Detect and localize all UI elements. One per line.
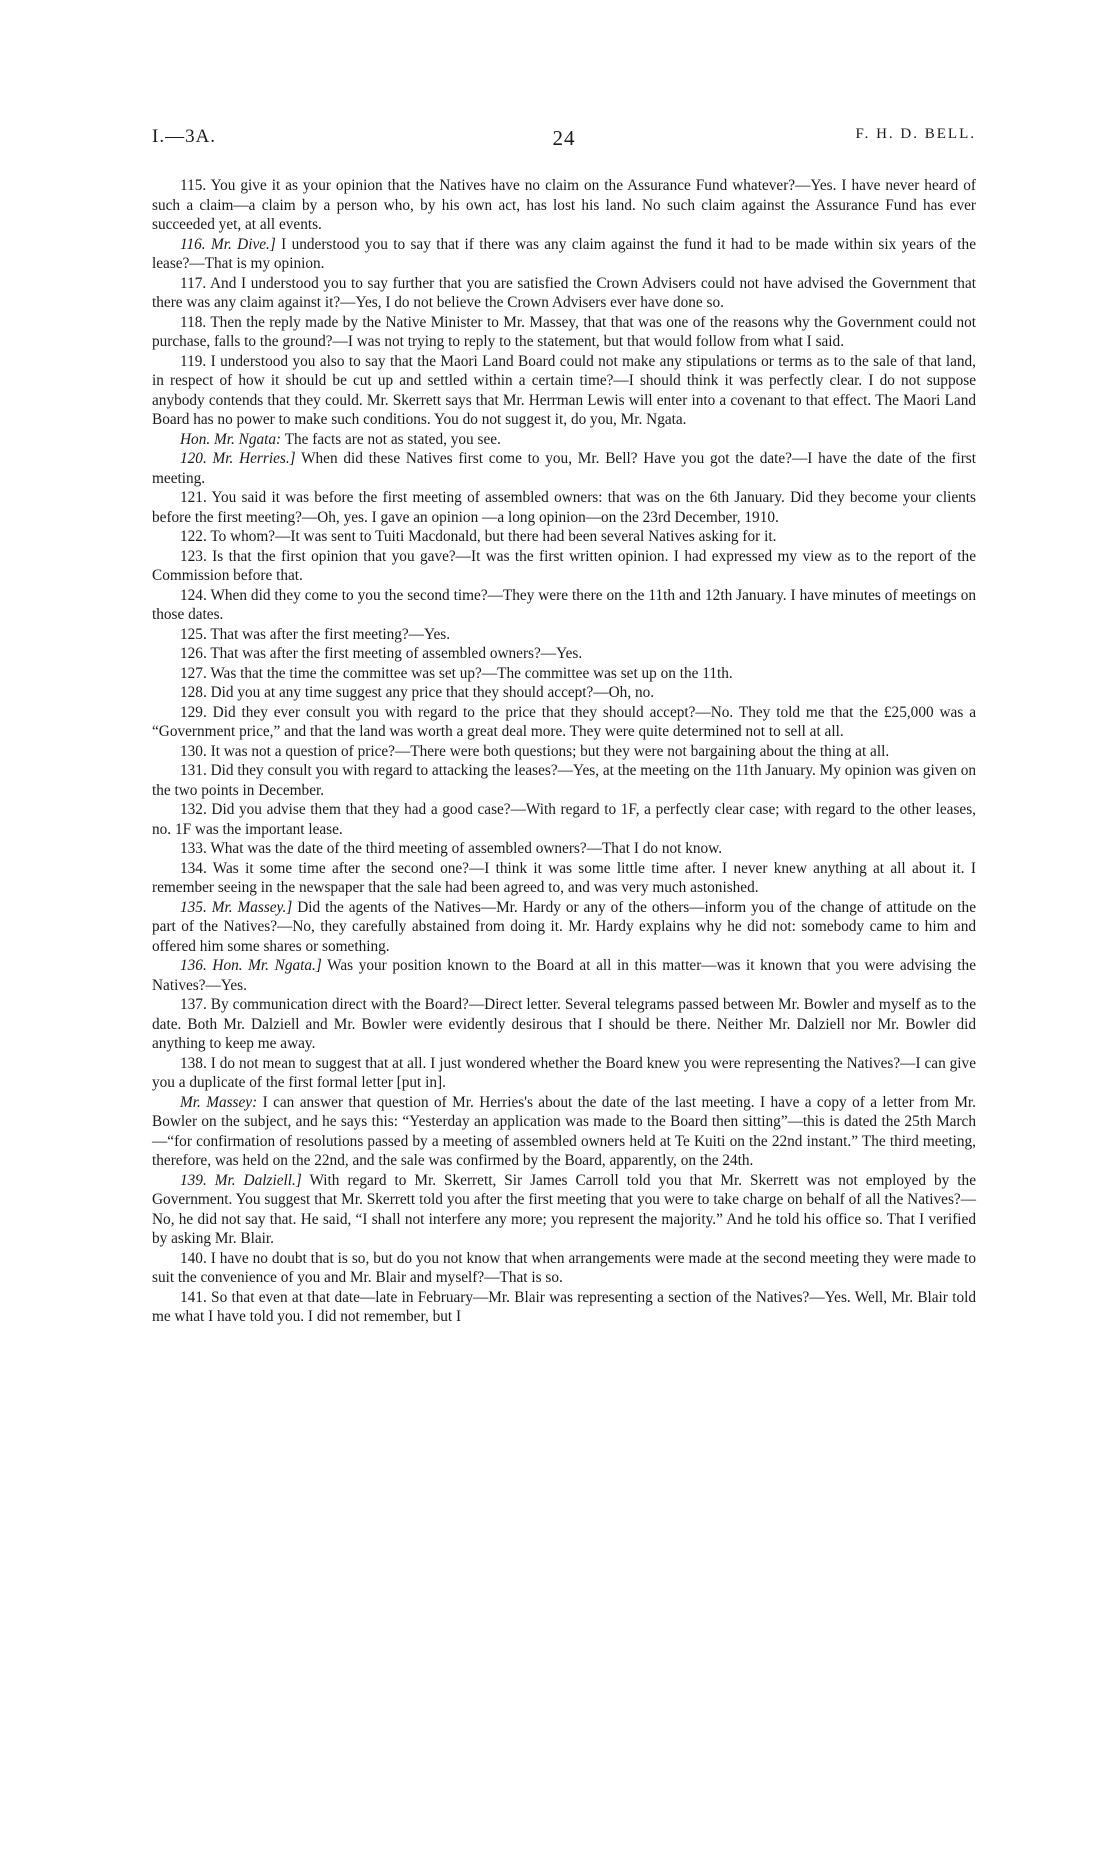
paragraph-text: 118. Then the reply made by the Native Minister to Mr. Massey, that that was one of the reasons why the Government could not purchase, falls to the ground?—I was not trying to reply to the statement, but that would follow from what I said. (152, 313, 976, 350)
testimony-paragraph (152, 742, 976, 762)
paragraph-text: 126. That was after the first meeting of assembled owners?—Yes. (180, 645, 583, 662)
paragraph-text: 133. What was the date of the third meeting of assembled owners?—That I do not know. (180, 840, 723, 857)
paragraph-text: 134. Was it some time after the second one?—I think it was some little time after. I never knew anything at all about it. I remember seeing in the newspaper that the sale had been agreed to, and was very much astonished. (152, 859, 976, 896)
speaker-label: 120. Mr. Herries.] (180, 450, 296, 467)
paragraph-text: Was your position known to the Board at all in this matter—was it known that you were advising the Natives?—Yes. (152, 957, 976, 994)
testimony-paragraph (152, 800, 976, 839)
testimony-paragraph (152, 761, 976, 800)
testimony-paragraph (152, 703, 976, 742)
page-header (152, 126, 976, 156)
testimony-body (152, 176, 976, 1327)
testimony-paragraph (152, 235, 976, 274)
speaker-label: 116. Mr. Dive.] (180, 235, 276, 253)
speaker-label: 135. Mr. Massey.] (180, 898, 293, 916)
testimony-paragraph (152, 547, 976, 586)
paragraph-text: Did the agents of the Natives—Mr. Hardy or any of the others—inform you of the change of attitude on the part of the Natives?—No, they carefully abstained from doing it. Mr. Hardy explains why he did not: somebody came to him and offered him some shares or something. (152, 898, 976, 955)
paragraph-text: 130. It was not a question of price?—There were both questions; but they were not bargaining about the thing at all. (180, 742, 890, 760)
paragraph-text: 122. To whom?—It was sent to Tuiti Macdonald, but there had been several Natives asking for it. (180, 528, 777, 545)
testimony-paragraph (152, 449, 976, 488)
testimony-paragraph (152, 313, 976, 352)
paragraph-text: 121. You said it was before the first meeting of assembled owners: that was on the 6th January. Did they become your clients before the first meeting?—Oh, yes. I gave an opinion —a long opinion—on the 23rd December, 1910. (152, 489, 976, 526)
paragraph-text: 140. I have no doubt that is so, but do you not know that when arrangements were made at the second meeting they were made to suit the convenience of you and Mr. Blair and myself?—That is so. (152, 1249, 976, 1286)
paper-reference: I.—3A. (152, 126, 217, 147)
paragraph-text: 128. Did you at any time suggest any price that they should accept?—Oh, no. (180, 684, 655, 701)
paragraph-text: 123. Is that the first opinion that you gave?—It was the first written opinion. I had expressed my view as to the report of the Commission before that. (152, 547, 976, 584)
testimony-paragraph (152, 176, 976, 235)
paragraph-text: 127. Was that the time the committee was set up?—The committee was set up on the 11th. (180, 664, 733, 682)
paragraph-text: 124. When did they come to you the second time?—They were there on the 11th and 12th January. I have minutes of meetings on those dates. (152, 586, 976, 623)
testimony-paragraph (152, 1249, 976, 1288)
paragraph-text: 115. You give it as your opinion that the Natives have no claim on the Assurance Fund whatever?—Yes. I have never heard of such a claim—a claim by a person who, by his own act, has lost his land. No such claim against the Assurance Fund has ever succeeded yet, at all events. (152, 177, 976, 233)
testimony-paragraph (152, 1171, 976, 1249)
testimony-paragraph (152, 956, 976, 995)
paragraph-text: I understood you to say that if there was any claim against the fund it had to be made within six years of the lease?—That is my opinion. (152, 235, 976, 272)
testimony-paragraph (152, 430, 976, 450)
testimony-paragraph (152, 625, 976, 645)
paragraph-text: With regard to Mr. Skerrett, Sir James Carroll told you that Mr. Skerrett was not employed by the Government. You suggest that Mr. Skerrett told you after the first meeting that you were to take charge on behalf of all the Natives?—No, he did not say that. He said, “I shall not interfere any more; you represent the majority.” And he told his office so. That I verified by asking Mr. Blair. (152, 1171, 976, 1247)
speaker-label: 139. Mr. Dalziell.] (180, 1171, 302, 1189)
testimony-paragraph (152, 859, 976, 898)
paragraph-text: 119. I understood you also to say that the Maori Land Board could not make any stipulations or terms as to the sale of that land, in respect of how it should be cut up and settled within a certain time?—I should think it was perfectly clear. I do not suppose anybody contends that they could. Mr. Skerrett says that Mr. Herrman Lewis will enter into a covenant to that effect. The Maori Land Board has no power to make such conditions. You do not suggest it, do you, Mr. Ngata. (152, 352, 976, 428)
page-number: 24 (552, 126, 576, 150)
testimony-paragraph (152, 274, 976, 313)
testimony-paragraph (152, 683, 976, 703)
paragraph-text: When did these Natives first come to you, Mr. Bell? Have you got the date?—I have the date of the first meeting. (152, 450, 976, 487)
speaker-label: 136. Hon. Mr. Ngata.] (180, 957, 322, 974)
paragraph-text: 117. And I understood you to say further that you are satisfied the Crown Advisers could not have advised the Government that there was any claim against it?—Yes, I do not believe the Crown Advisers ever have done so. (152, 274, 976, 311)
paragraph-text: 132. Did you advise them that they had a good case?—With regard to 1F, a perfectly clear case; with regard to the other leases, no. 1F was the important lease. (152, 801, 976, 838)
testimony-paragraph (152, 898, 976, 957)
paragraph-text: 125. That was after the first meeting?—Yes. (180, 625, 451, 643)
testimony-paragraph (152, 1093, 976, 1171)
testimony-paragraph (152, 644, 976, 664)
testimony-paragraph (152, 995, 976, 1054)
testimony-paragraph (152, 352, 976, 430)
testimony-paragraph (152, 527, 976, 547)
paragraph-text: 141. So that even at that date—late in February—Mr. Blair was representing a section of the Natives?—Yes. Well, Mr. Blair told me what I have told you. I did not remember, but I (152, 1288, 976, 1325)
paragraph-text: 131. Did they consult you with regard to attacking the leases?—Yes, at the meeting on the 11th January. My opinion was given on the two points in December. (152, 762, 976, 799)
paragraph-text: 137. By communication direct with the Board?—Direct letter. Several telegrams passed between Mr. Bowler and myself as to the date. Both Mr. Dalziell and Mr. Bowler were evidently desirous that I should be there. Neither Mr. Dalziell nor Mr. Bowler did anything to keep me away. (152, 996, 976, 1052)
paragraph-text: I can answer that question of Mr. Herries's about the date of the last meeting. I have a copy of a letter from Mr. Bowler on the subject, and he says this: “Yesterday an application was made to the Board then sitting”—this is dated the 25th March—“for confirmation of resolutions passed by a meeting of assembled owners held at Te Kuiti on the 22nd instant.” The third meeting, therefore, was held on the 22nd, and the sale was confirmed by the Board, apparently, on the 24th. (152, 1093, 977, 1169)
testimony-paragraph (152, 1288, 976, 1327)
paragraph-text: 129. Did they ever consult you with regard to the price that they should accept?—No. They told me that the £25,000 was a “Government price,” and that the land was worth a great deal more. They were quite determined not to sell at all. (152, 703, 976, 740)
speaker-label: Mr. Massey: (180, 1093, 258, 1111)
testimony-paragraph (152, 488, 976, 527)
testimony-paragraph (152, 664, 976, 684)
testimony-paragraph (152, 1054, 976, 1093)
testimony-paragraph (152, 586, 976, 625)
witness-name: F. H. D. BELL. (855, 126, 976, 142)
speaker-label: Hon. Mr. Ngata: (180, 430, 282, 448)
testimony-paragraph (152, 839, 976, 859)
paragraph-text: 138. I do not mean to suggest that at all. I just wondered whether the Board knew you were representing the Natives?—I can give you a duplicate of the first formal letter [put in]. (152, 1054, 976, 1091)
paragraph-text: The facts are not as stated, you see. (281, 430, 501, 448)
